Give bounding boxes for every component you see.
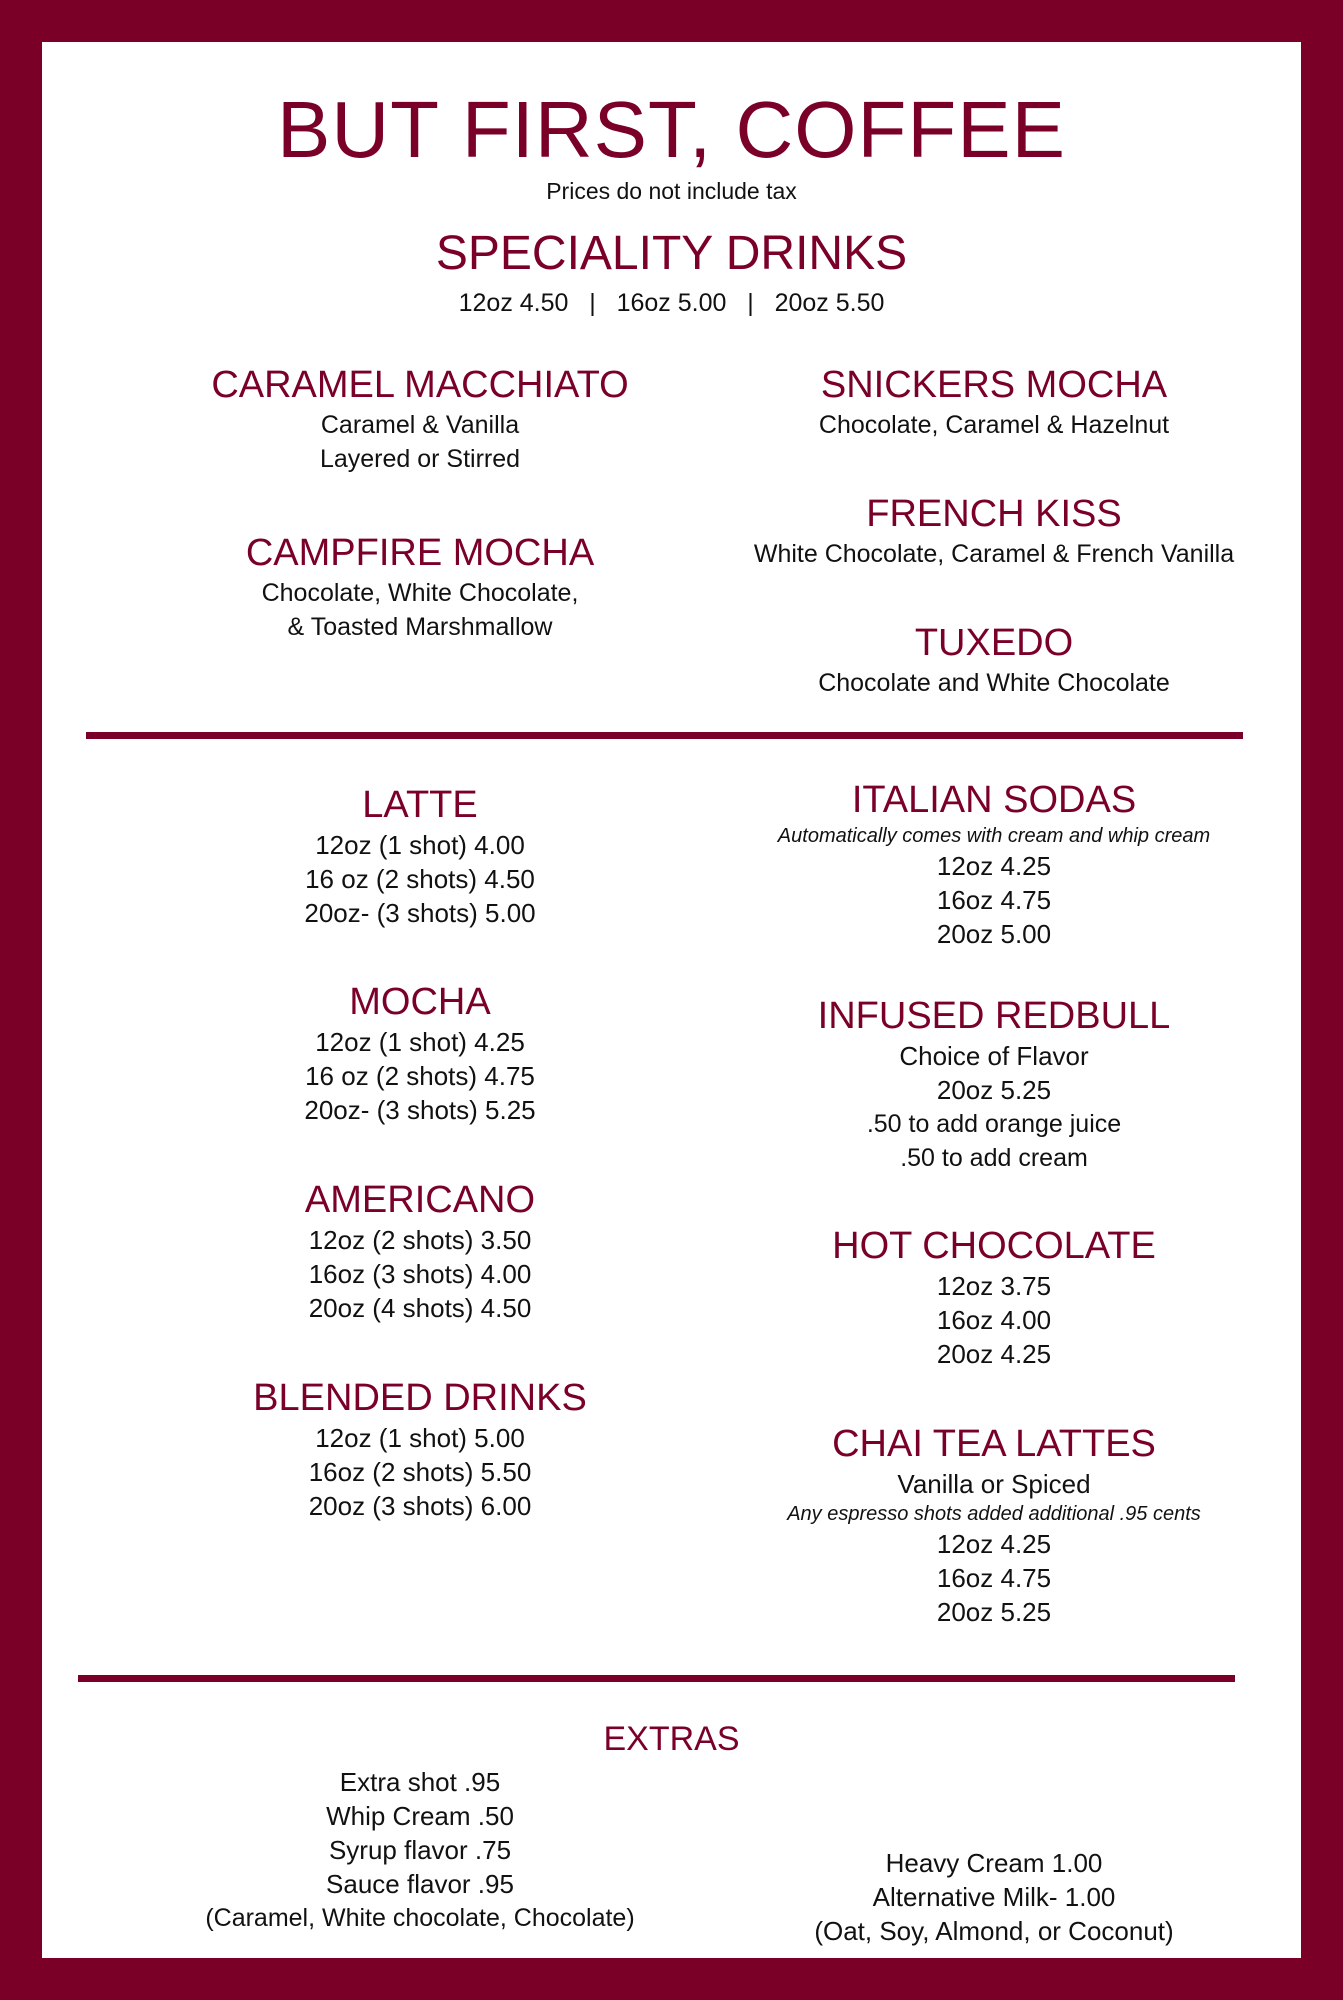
item-line: Chocolate and White Chocolate bbox=[818, 669, 1170, 697]
item-line: 16oz 4.75 bbox=[936, 885, 1052, 915]
item-name: BLENDED DRINKS bbox=[253, 1377, 587, 1419]
extra-line: Syrup flavor .75 bbox=[328, 1835, 512, 1865]
item-name: LATTE bbox=[362, 784, 478, 826]
item-line: 20oz (3 shots) 6.00 bbox=[308, 1491, 532, 1521]
item-line: Caramel & Vanilla bbox=[320, 411, 520, 439]
item-line: 12oz 4.25 bbox=[936, 1529, 1052, 1559]
item-line: 16oz (2 shots) 5.50 bbox=[308, 1457, 532, 1487]
item-line: 12oz (1 shot) 4.00 bbox=[315, 830, 525, 860]
item-line: Choice of Flavor bbox=[899, 1041, 1089, 1071]
item-name: CARAMEL MACCHIATO bbox=[211, 364, 629, 406]
item-line: 12oz (2 shots) 3.50 bbox=[308, 1225, 532, 1255]
item-note: Any espresso shots added additional .95 cents bbox=[787, 1503, 1201, 1525]
item-name: MOCHA bbox=[349, 981, 491, 1023]
item-mocha bbox=[100, 979, 740, 1127]
item-tuxedo bbox=[674, 620, 1314, 700]
item-french-kiss bbox=[674, 491, 1314, 571]
specialty-sizes: 12oz 4.50 | 16oz 5.00 | 20oz 5.50 bbox=[458, 289, 885, 317]
item-snickers-mocha bbox=[674, 362, 1314, 442]
item-blended-drinks bbox=[100, 1375, 740, 1523]
specialty-heading: SPECIALITY DRINKS bbox=[435, 227, 908, 280]
item-line: 20oz 5.00 bbox=[936, 919, 1052, 949]
item-italian-sodas bbox=[674, 777, 1314, 951]
extra-line: Heavy Cream 1.00 bbox=[885, 1848, 1103, 1878]
extra-line: Alternative Milk- 1.00 bbox=[872, 1882, 1116, 1912]
item-name: ITALIAN SODAS bbox=[851, 779, 1137, 821]
extra-line: Extra shot .95 bbox=[339, 1767, 501, 1797]
item-line: .50 to add orange juice bbox=[866, 1110, 1122, 1138]
item-line: 16 oz (2 shots) 4.50 bbox=[305, 864, 535, 894]
extras-left bbox=[100, 1765, 740, 1935]
item-line: 20oz (4 shots) 4.50 bbox=[308, 1293, 532, 1323]
item-note: Automatically comes with cream and whip cream bbox=[777, 825, 1211, 847]
item-infused-redbull bbox=[674, 993, 1314, 1175]
item-americano bbox=[100, 1177, 740, 1325]
item-caramel-macchiato bbox=[100, 362, 740, 476]
tax-note: Prices do not include tax bbox=[546, 178, 797, 204]
item-line: 12oz (1 shot) 5.00 bbox=[315, 1423, 525, 1453]
item-line: .50 to add cream bbox=[900, 1144, 1088, 1172]
extra-line: Sauce flavor .95 bbox=[326, 1869, 514, 1899]
item-line: White Chocolate, Caramel & French Vanilla bbox=[753, 540, 1235, 568]
item-line: Layered or Stirred bbox=[319, 445, 521, 473]
page-title: BUT FIRST, COFFEE bbox=[277, 85, 1066, 174]
item-line: 16oz 4.75 bbox=[936, 1563, 1052, 1593]
item-line: Chocolate, White Chocolate, bbox=[261, 579, 579, 607]
item-name: AMERICANO bbox=[304, 1179, 536, 1221]
extra-line: (Oat, Soy, Almond, or Coconut) bbox=[814, 1916, 1174, 1946]
item-line: 20oz 5.25 bbox=[936, 1075, 1052, 1105]
item-name: SNICKERS MOCHA bbox=[820, 364, 1168, 406]
item-line: 20oz 5.25 bbox=[936, 1597, 1052, 1627]
item-name: CAMPFIRE MOCHA bbox=[245, 532, 595, 574]
item-name: HOT CHOCOLATE bbox=[832, 1225, 1156, 1267]
section-divider bbox=[78, 1675, 1235, 1682]
item-line: 20oz 4.25 bbox=[936, 1339, 1052, 1369]
item-name: TUXEDO bbox=[914, 622, 1074, 664]
menu-card bbox=[42, 42, 1301, 1958]
section-divider bbox=[86, 732, 1243, 739]
item-line: 12oz 4.25 bbox=[936, 851, 1052, 881]
item-line: 20oz- (3 shots) 5.25 bbox=[304, 1095, 536, 1125]
item-latte bbox=[100, 782, 740, 930]
extra-note: (Caramel, White chocolate, Chocolate) bbox=[205, 1904, 635, 1932]
extras-right bbox=[674, 1846, 1314, 1948]
item-hot-chocolate bbox=[674, 1223, 1314, 1371]
item-line: 16oz (3 shots) 4.00 bbox=[308, 1259, 532, 1289]
item-line: 16 oz (2 shots) 4.75 bbox=[305, 1061, 535, 1091]
item-line: 12oz (1 shot) 4.25 bbox=[315, 1027, 525, 1057]
extra-line: Whip Cream .50 bbox=[326, 1801, 514, 1831]
item-campfire-mocha bbox=[100, 530, 740, 644]
item-line: & Toasted Marshmallow bbox=[287, 613, 553, 641]
item-line: Chocolate, Caramel & Hazelnut bbox=[818, 411, 1170, 439]
item-line: 16oz 4.00 bbox=[936, 1305, 1052, 1335]
item-name: FRENCH KISS bbox=[866, 493, 1122, 535]
item-chai-tea-lattes bbox=[674, 1421, 1314, 1629]
item-line: 20oz- (3 shots) 5.00 bbox=[304, 898, 536, 928]
item-name: CHAI TEA LATTES bbox=[832, 1423, 1156, 1465]
extras-heading: EXTRAS bbox=[603, 1720, 740, 1758]
item-name: INFUSED REDBULL bbox=[817, 995, 1171, 1037]
item-line: 12oz 3.75 bbox=[936, 1271, 1052, 1301]
item-sub: Vanilla or Spiced bbox=[897, 1469, 1091, 1499]
